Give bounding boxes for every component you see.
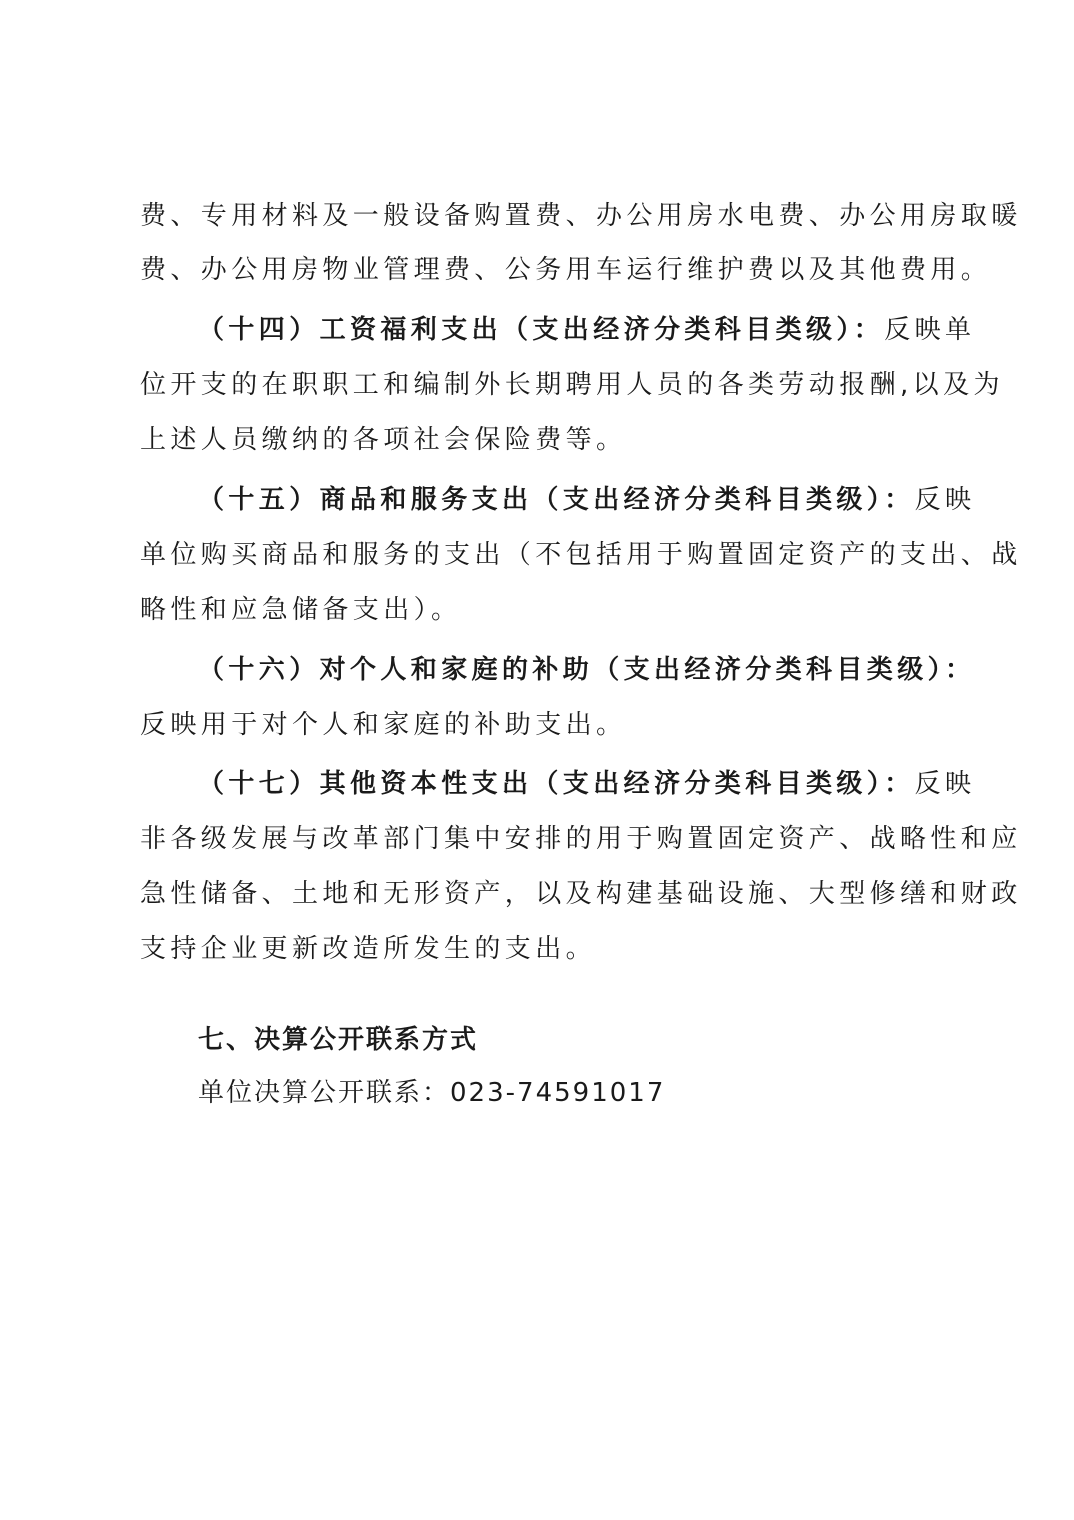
- item-14-text: 反映单: [884, 315, 976, 345]
- item-15-text: 反映: [914, 485, 976, 515]
- item-14-line-1: [198, 312, 976, 348]
- item-16-line-1: [198, 652, 976, 688]
- item-15-line-2: 单位购买商品和服务的支出（不包括用于购置固定资产的支出、战: [140, 540, 1022, 570]
- item-14-title: （十四）工资福利支出（支出经济分类科目类级）：: [198, 315, 885, 345]
- item-17-line-3: 急性储备、土地和无形资产，以及构建基础设施、大型修缮和财政: [140, 879, 1022, 909]
- item-16-title: （十六）对个人和家庭的补助（支出经济分类科目类级）：: [198, 655, 976, 685]
- intro-line-2: 费、办公用房物业管理费、公务用车运行维护费以及其他费用。: [140, 255, 992, 285]
- intro-line-1: 费、专用材料及一般设备购置费、办公用房水电费、办公用房取暖: [140, 201, 1022, 231]
- item-17-title: （十七）其他资本性支出（支出经济分类科目类级）：: [198, 769, 915, 799]
- item-16-line-2: 反映用于对个人和家庭的补助支出。: [140, 710, 627, 740]
- item-17-text: 反映: [914, 769, 976, 799]
- item-15-title: （十五）商品和服务支出（支出经济分类科目类级）：: [198, 485, 915, 515]
- item-15-line-3: 略性和应急储备支出）。: [140, 595, 462, 625]
- item-17-line-4: 支持企业更新改造所发生的支出。: [140, 934, 597, 964]
- section-7-heading: 七、决算公开联系方式: [198, 1025, 479, 1055]
- contact-phone: 023-74591017: [450, 1078, 666, 1108]
- contact-line: [198, 1075, 940, 1111]
- item-15-line-1: [198, 482, 976, 518]
- contact-label: 单位决算公开联系：: [198, 1078, 451, 1108]
- item-14-line-3: 上述人员缴纳的各项社会保险费等。: [140, 425, 627, 455]
- item-14-line-2: 位开支的在职职工和编制外长期聘用人员的各类劳动报酬,以及为: [140, 370, 1004, 400]
- item-17-line-1: [198, 766, 976, 802]
- item-17-line-2: 非各级发展与改革部门集中安排的用于购置固定资产、战略性和应: [140, 824, 1022, 854]
